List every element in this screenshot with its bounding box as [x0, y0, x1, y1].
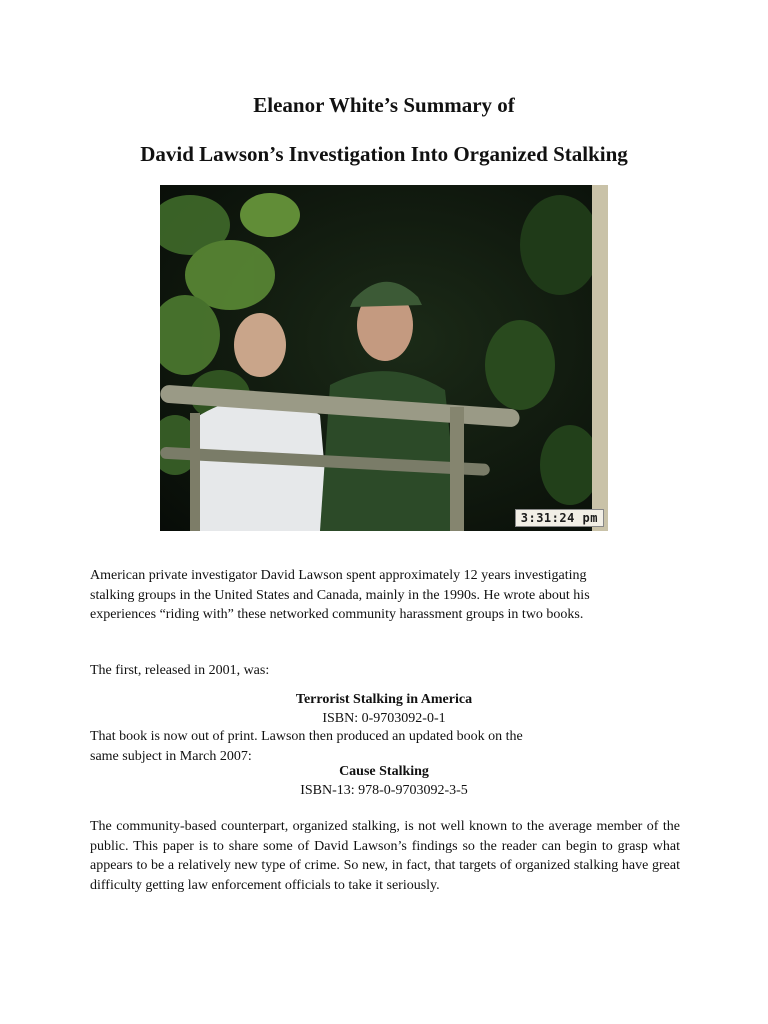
surveillance-photo: [160, 185, 608, 531]
closing-paragraph: The community-based counterpart, organized stalking, is not well known to the average member of the public. This paper is to share some of David Lawson’s findings so the reader can begin to grasp what appears to be a relatively new type of crime. So new, in fact, that targets of organized stalking have great difficulty getting law enforcement officials to take it seriously.: [90, 819, 680, 893]
book2-isbn: ISBN-13: 978-0-9703092-3-5: [300, 783, 468, 798]
book1-isbn: ISBN: 0-9703092-0-1: [322, 711, 446, 726]
book2-title: Cause Stalking: [339, 764, 429, 779]
title-line-2: David Lawson’s Investigation Into Organized Stalking: [140, 142, 628, 166]
out-of-print-paragraph: That book is now out of print. Lawson then produced an updated book on the same subject in March 2007:: [90, 729, 523, 764]
book1-title: Terrorist Stalking in America: [295, 692, 473, 707]
title-line-1: Eleanor White’s Summary of: [253, 93, 515, 117]
first-release-line: The first, released in 2001, was:: [90, 663, 270, 678]
photo-timestamp: 3:31:24 pm: [515, 509, 604, 527]
photo-scene: [160, 185, 608, 531]
intro-paragraph: American private investigator David Lawson spent approximately 12 years investigating stalking groups in the United States and Canada, mainly in the 1990s. He wrote about his experiences “riding with” these networked community harassment groups in two books.: [90, 568, 590, 622]
